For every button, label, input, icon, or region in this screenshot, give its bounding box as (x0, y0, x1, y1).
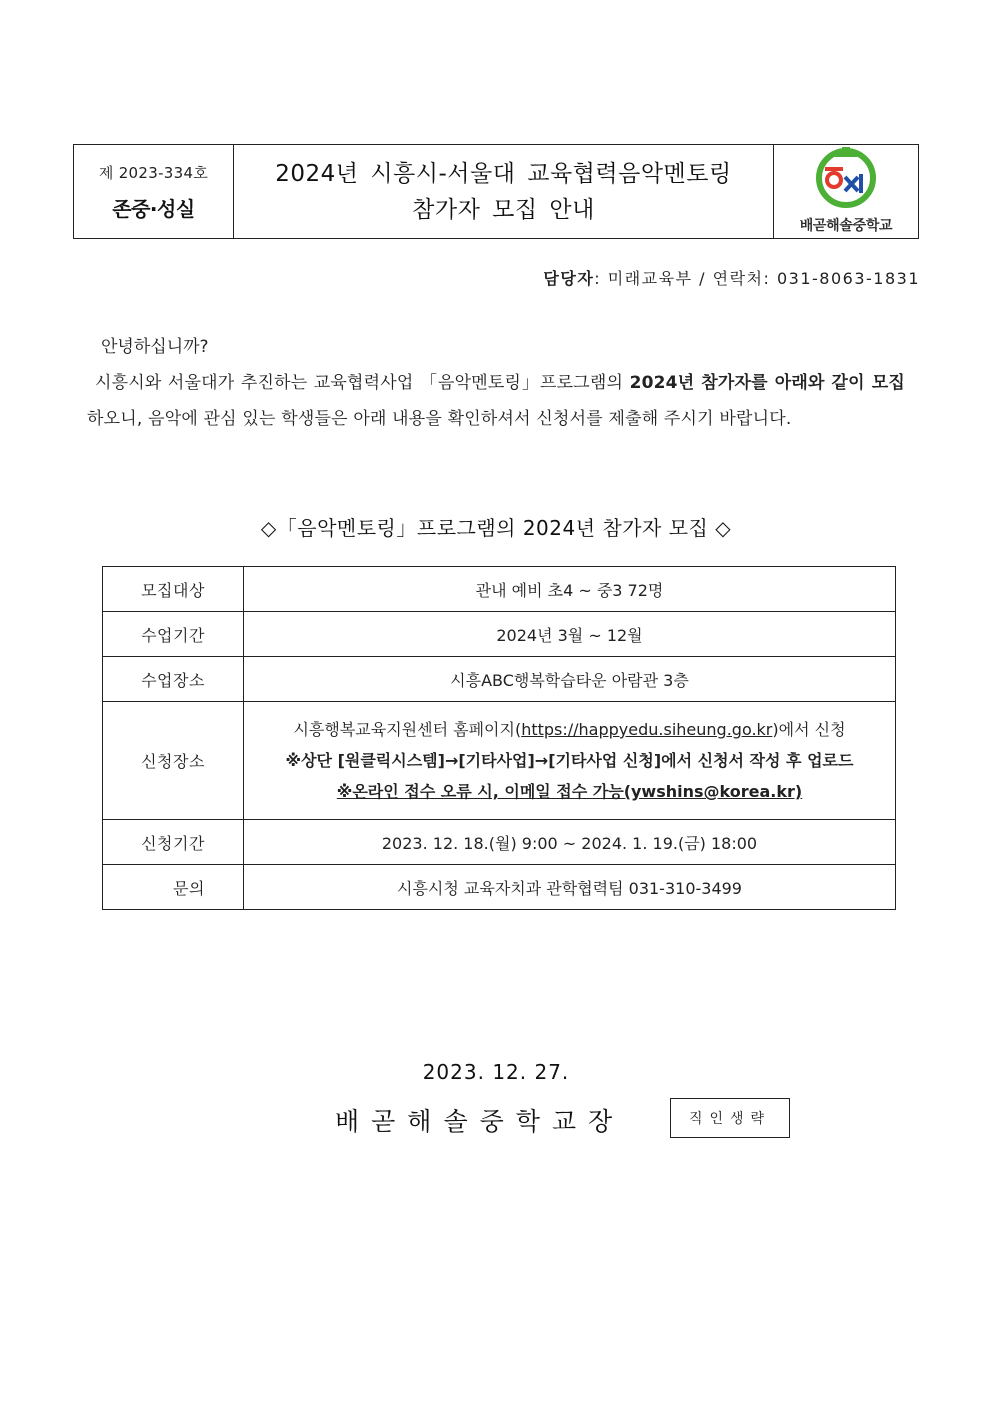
table-row (103, 612, 896, 657)
apply-place-suffix: )에서 신청 (772, 720, 846, 739)
apply-place-value (244, 702, 896, 820)
school-motto: 존중·성실 (112, 196, 195, 221)
table-row (103, 702, 896, 820)
document-title-cell (234, 145, 774, 238)
issue-date: 2023. 12. 27. (422, 1060, 570, 1084)
row-value: 2023. 12. 18.(월) 9:00 ~ 2024. 1. 19.(금) 18:00 (244, 820, 896, 865)
row-value: 2024년 3월 ~ 12월 (244, 612, 896, 657)
doc-number: 제 2023-334호 (98, 163, 209, 182)
manager-value: : 미래교육부 / (594, 269, 713, 288)
document-title-line-1: 2024년 시흥시-서울대 교육협력음악멘토링 (275, 160, 732, 187)
doc-number-cell (74, 145, 234, 238)
row-label: 수업기간 (103, 612, 244, 657)
row-value: 시흥시청 교육자치과 관학협력팀 031-310-3499 (244, 865, 896, 910)
row-label: 문의 (103, 865, 244, 910)
phone-label: 연락처 (712, 269, 764, 288)
phone-value: : 031-8063-1831 (763, 269, 920, 288)
info-table (102, 566, 896, 910)
row-value: 관내 예비 초4 ~ 중3 72명 (244, 567, 896, 612)
section-title: ◇「음악멘토링」프로그램의 2024년 참가자 모집 ◇ (260, 516, 732, 540)
apply-place-line-3: ※온라인 접수 오류 시, 이메일 접수 가능(ywshins@korea.kr) (336, 782, 803, 801)
greeting: 안녕하십니까? (101, 337, 209, 357)
document-title-line-2: 참가자 모집 안내 (412, 196, 595, 223)
row-label: 신청기간 (103, 820, 244, 865)
table-row (103, 820, 896, 865)
table-row (103, 865, 896, 910)
apply-place-line-2: ※상단 [원클릭시스템]→[기타사업]→[기타사업 신청]에서 신청서 작성 후 업로드 (285, 751, 854, 770)
apply-site-link[interactable]: https://happyedu.siheung.go.kr (521, 720, 773, 739)
intro-text-1: 시흥시와 서울대가 추진하는 교육협력사업 「음악멘토링」프로그램의 (95, 373, 630, 393)
document-header (73, 144, 919, 239)
manager-label: 담당자 (543, 269, 595, 288)
stamp-omitted-box: 직인생략 (670, 1098, 790, 1138)
intro-text-bold: 2024년 참가자를 아래와 같이 모집 (629, 373, 905, 393)
contact-info (543, 266, 920, 289)
apply-place-line-1 (244, 714, 895, 745)
row-label: 신청장소 (103, 702, 244, 820)
apply-place-prefix: 시흥행복교육지원센터 홈페이지( (293, 720, 522, 739)
table-row (103, 657, 896, 702)
intro-paragraph (87, 366, 905, 437)
row-value: 시흥ABC행복학습타운 아람관 3층 (244, 657, 896, 702)
table-row (103, 567, 896, 612)
row-label: 모집대상 (103, 567, 244, 612)
principal-name: 배곧해솔중학교장 (335, 1107, 625, 1136)
school-logo-icon (811, 147, 881, 211)
school-logo-cell (774, 145, 918, 238)
intro-text-2: 하오니, 음악에 관심 있는 학생들은 아래 내용을 확인하셔서 신청서를 제출해 주시기 바랍니다. (87, 408, 792, 429)
row-label: 수업장소 (103, 657, 244, 702)
school-logo-text: 배곧해솔중학교 (799, 218, 893, 234)
